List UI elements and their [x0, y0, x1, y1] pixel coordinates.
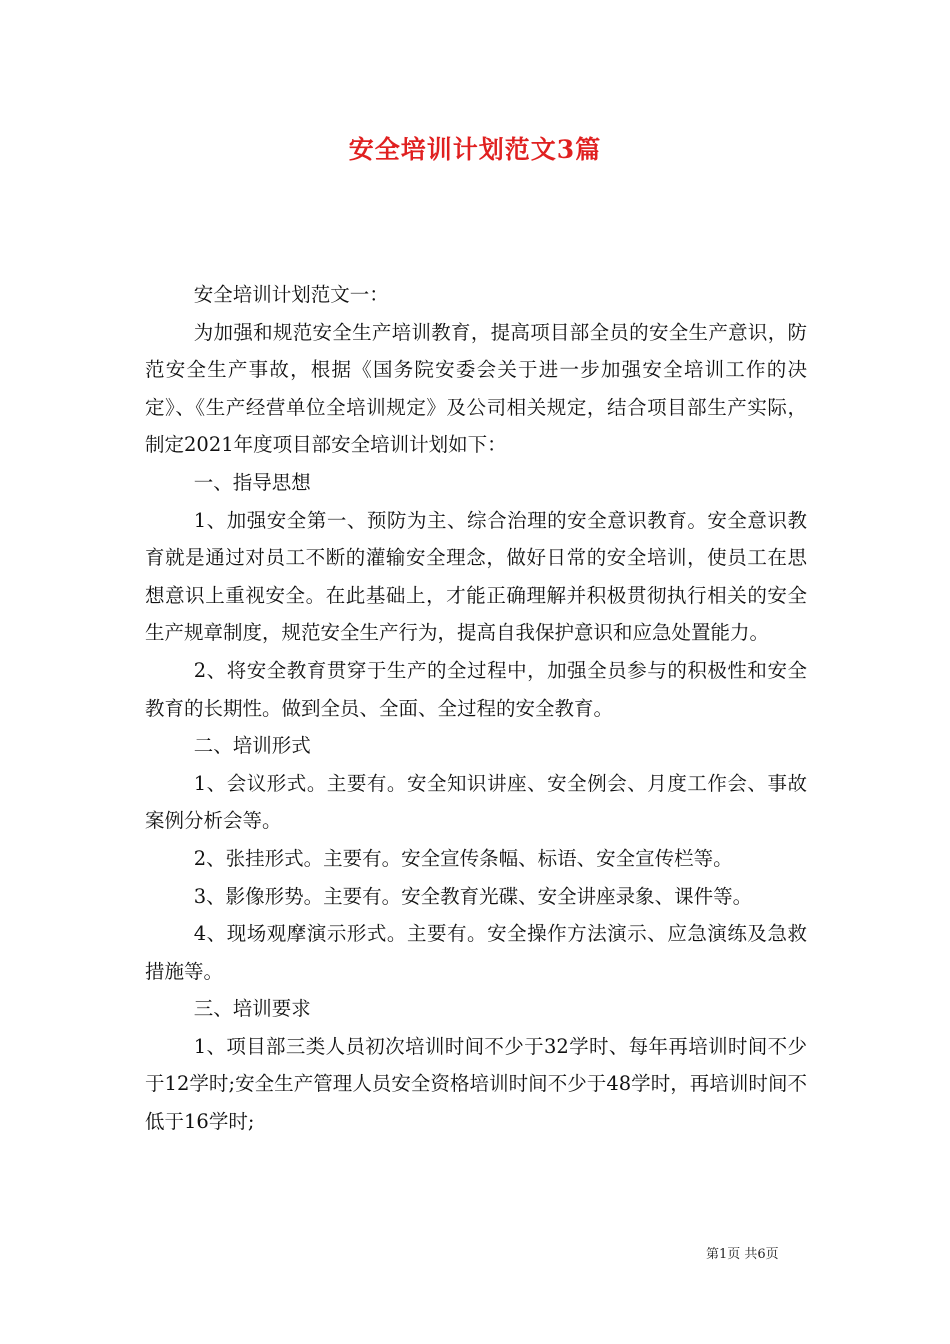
paragraph: 4、现场观摩演示形式。主要有。安全操作方法演示、应急演练及急救措施等。: [145, 922, 807, 983]
paragraph: 2、将安全教育贯穿于生产的全过程中，加强全员参与的积极性和安全教育的长期性。做到全员、全面、全过程的安全教育。: [145, 658, 807, 720]
paragraph: 为加强和规范安全生产培训教育，提高项目部全员的安全生产意识，防范安全生产事故，根据《国务院安委会关于进一步加强安全培训工作的决定》、《生产经营单位全培训规定》及公司相关规定，结合项目部生产实际，制定2021年度项目部安全培训计划如下：: [145, 320, 807, 457]
document-body: [145, 276, 807, 1141]
paragraph: 1、会议形式。主要有。安全知识讲座、安全例会、月度工作会、事故案例分析会等。: [145, 771, 807, 833]
document-title: 安全培训计划范文3篇: [348, 135, 602, 164]
section-heading: 安全培训计划范文一：: [193, 283, 389, 306]
paragraph: 1、项目部三类人员初次培训时间不少于32学时、每年再培训时间不少于12学时;安全生产管理人员安全资格培训时间不少于48学时，再培训时间不低于16学时;: [145, 1034, 807, 1134]
paragraph: 3、影像形势。主要有。安全教育光碟、安全讲座录象、课件等。: [193, 884, 753, 908]
section-heading: 二、培训形式: [193, 734, 311, 758]
section-heading: 三、培训要求: [193, 997, 311, 1021]
paragraph: 1、加强安全第一、预防为主、综合治理的安全意识教育。安全意识教育就是通过对员工不断的灌输安全理念，做好日常的安全培训，使员工在思想意识上重视安全。在此基础上，才能正确理解并积极贯彻执行相关的安全生产规章制度，规范安全生产行为，提高自我保护意识和应急处置能力。: [145, 508, 807, 645]
page-number: 第1页 共6页: [706, 1247, 779, 1262]
paragraph: 2、张挂形式。主要有。安全宣传条幅、标语、安全宣传栏等。: [193, 846, 733, 870]
section-heading: 一、指导思想: [193, 470, 311, 494]
